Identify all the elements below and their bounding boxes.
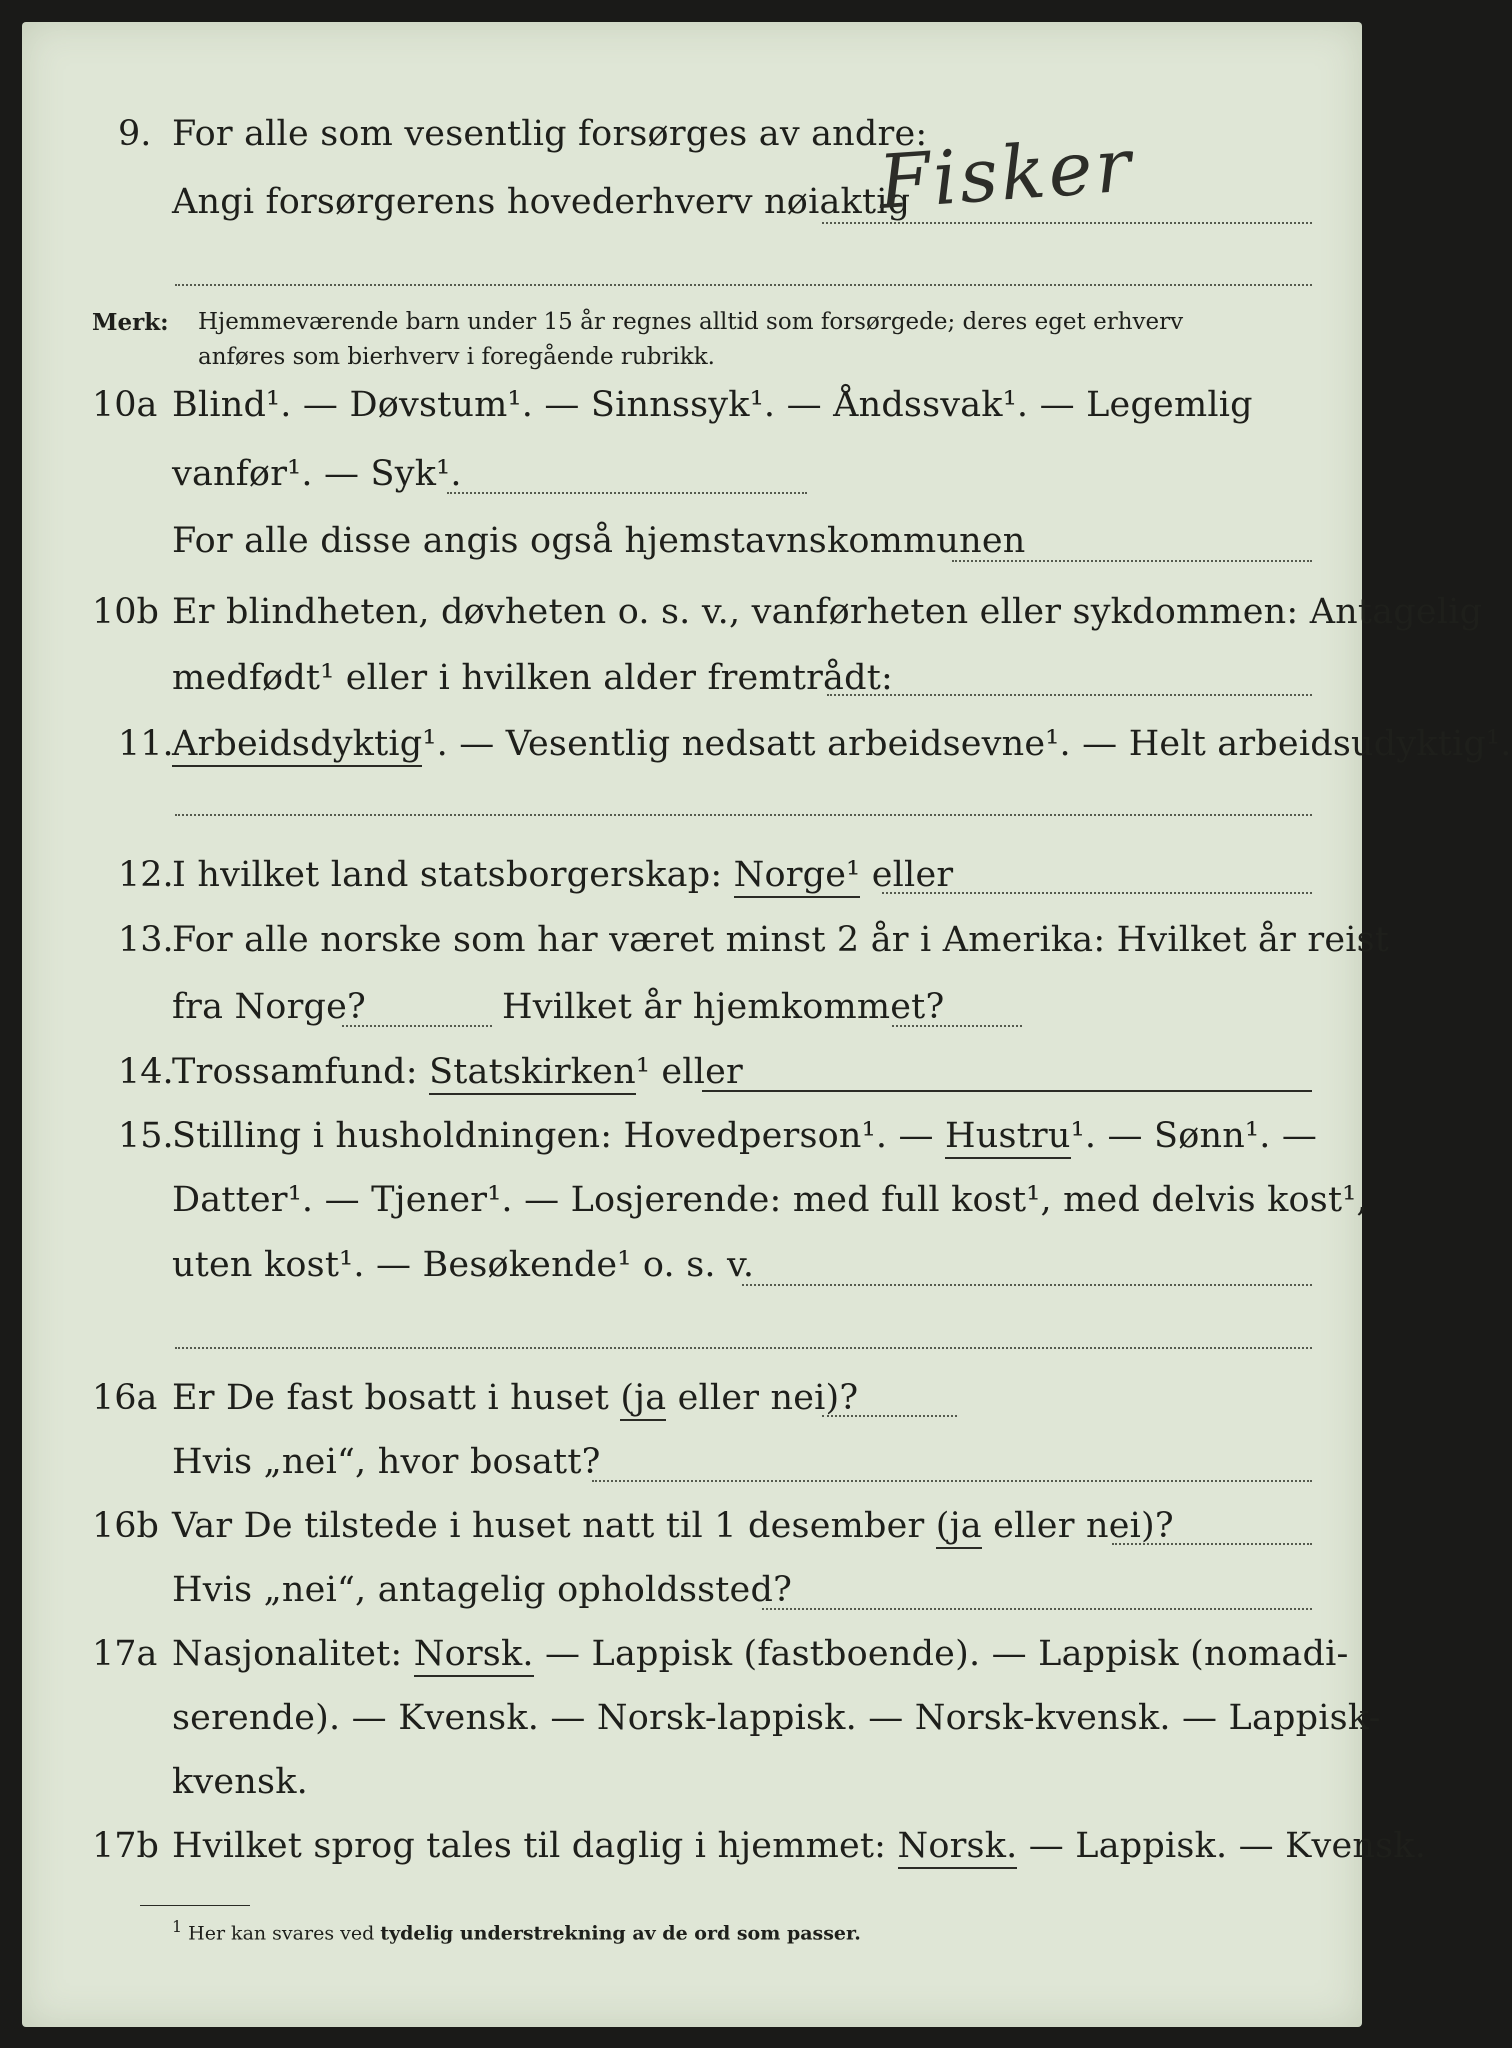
q11-rest: ¹. — Vesentlig nedsatt arbeidsevne¹. — Helt arbeidsudyktig¹. <box>422 724 1512 764</box>
q13-hjemkommet-line <box>892 1025 1022 1027</box>
q15-line3: uten kost¹. — Besøkende¹ o. s. v. <box>172 1245 755 1285</box>
q17b-number: 17b <box>92 1826 159 1866</box>
merk-label: Merk: <box>92 309 169 336</box>
q17b-line1c: — Lappisk. — Kvensk. <box>1028 1826 1427 1866</box>
q10a-number: 10a <box>92 385 158 425</box>
q17b-norsk-underlined: Norsk. <box>898 1826 1018 1869</box>
q17a-line1c: — Lappisk (fastboende). — Lappisk (nomadi- <box>545 1634 1349 1674</box>
q17a-line3: kvensk. <box>172 1762 308 1802</box>
q9-extra-line <box>175 284 1312 286</box>
q11-extra-line <box>175 814 1312 816</box>
q17b-line1 <box>172 1826 1426 1866</box>
q15-extra-line <box>175 1347 1312 1349</box>
q16a-ja-underlined: (ja <box>620 1378 666 1421</box>
q16a-line2: Hvis „nei“, hvor bosatt? <box>172 1442 601 1482</box>
q16b-line1a: Var De tilstede i huset natt til 1 desember <box>172 1506 925 1546</box>
footnote-mark: 1 <box>172 1917 183 1936</box>
footnote-bold: tydelig understrekning av de ord som passer. <box>380 1922 861 1945</box>
q10a-line1: Blind¹. — Døvstum¹. — Sinnssyk¹. — Åndssvak¹. — Legemlig <box>172 385 1253 425</box>
q9-handwritten-answer: Fisker <box>876 122 1137 226</box>
q10a-line2: vanfør¹. — Syk¹. <box>172 454 462 494</box>
q16b-line1 <box>172 1506 1174 1546</box>
merk-line1: Hjemmeværende barn under 15 år regnes alltid som forsørgede; deres eget erhverv <box>198 309 1184 335</box>
q10b-line1: Er blindheten, døvheten o. s. v., vanførheten eller sykdommen: Antagelig <box>172 592 1483 632</box>
q12-number: 12. <box>118 855 174 895</box>
q11-line <box>172 724 1512 764</box>
q12-line <box>172 855 953 895</box>
q11-number: 11. <box>118 724 174 764</box>
q10b-answer-line <box>827 694 1312 696</box>
q12-norge-underlined: Norge¹ <box>734 855 861 898</box>
q17a-line1a: Nasjonalitet: <box>172 1634 403 1674</box>
census-form-page <box>22 22 1512 2027</box>
q9-line2: Angi forsørgerens hovederhverv nøiaktig <box>172 182 911 222</box>
q14-answer-line <box>702 1090 1312 1092</box>
footnote <box>172 1917 861 1944</box>
q12-prefix: I hvilket land statsborgerskap: <box>172 855 723 895</box>
q13-line2a: fra Norge? <box>172 987 366 1027</box>
q17a-number: 17a <box>92 1634 158 1674</box>
q15-answer-line <box>742 1284 1312 1286</box>
q16a-answer-line <box>822 1415 957 1417</box>
q15-line1c: ¹. — Sønn¹. — <box>1070 1116 1318 1156</box>
q13-line1: For alle norske som har været minst 2 år i Amerika: Hvilket år reist <box>172 920 1390 960</box>
q14-prefix: Trossamfund: <box>172 1052 418 1092</box>
q17a-norsk-underlined: Norsk. <box>414 1634 534 1677</box>
q13-reist-line <box>342 1025 492 1027</box>
q16a-line1a: Er De fast bosatt i huset <box>172 1378 609 1418</box>
q10a-hjemstavn-line <box>952 560 1312 562</box>
q17b-line1a: Hvilket sprog tales til daglig i hjemmet: <box>172 1826 887 1866</box>
q16a-line1 <box>172 1378 858 1418</box>
q16a-bosatt-line <box>592 1480 1312 1482</box>
q15-line1a: Stilling i husholdningen: Hovedperson¹. — <box>172 1116 934 1156</box>
footnote-prefix: Her kan svares ved <box>188 1922 375 1945</box>
q16b-line2: Hvis „nei“, antagelig opholdssted? <box>172 1570 793 1610</box>
q9-number: 9. <box>118 114 152 154</box>
merk-line2: anføres som bierhverv i foregående rubrikk. <box>198 344 715 370</box>
footnote-rule <box>140 1905 250 1906</box>
q16a-number: 16a <box>92 1378 158 1418</box>
q17a-line1 <box>172 1634 1349 1674</box>
q10b-number: 10b <box>92 592 159 632</box>
q9-line1: For alle som vesentlig forsørges av andre: <box>172 114 928 154</box>
q16b-opholdssted-line <box>762 1608 1312 1610</box>
q12-suffix: eller <box>871 855 954 895</box>
q13-line2b: Hvilket år hjemkommet? <box>502 987 945 1027</box>
q14-suffix: ¹ eller <box>635 1052 743 1092</box>
q16b-answer-line <box>1112 1543 1312 1545</box>
q14-statskirken-underlined: Statskirken <box>429 1052 636 1095</box>
q15-number: 15. <box>118 1116 174 1156</box>
q11-arbeidsdyktig-underlined: Arbeidsdyktig <box>172 724 422 767</box>
q17a-line2: serende). — Kvensk. — Norsk-lappisk. — Norsk-kvensk. — Lappisk- <box>172 1698 1381 1738</box>
q15-line2: Datter¹. — Tjener¹. — Losjerende: med full kost¹, med delvis kost¹, <box>172 1180 1368 1220</box>
q16b-ja-underlined: (ja <box>936 1506 982 1549</box>
q16b-number: 16b <box>92 1506 159 1546</box>
q10a-line3: For alle disse angis også hjemstavnskommunen <box>172 521 1026 561</box>
q12-answer-line <box>882 892 1312 894</box>
q10b-line2: medfødt¹ eller i hvilken alder fremtrådt: <box>172 658 893 698</box>
q13-number: 13. <box>118 920 174 960</box>
q16b-line1c: eller nei)? <box>993 1506 1174 1546</box>
q16a-line1c: eller nei)? <box>677 1378 859 1418</box>
q15-hustru-underlined: Hustru <box>945 1116 1071 1159</box>
q14-number: 14. <box>118 1052 174 1092</box>
q10a-syk-line <box>447 492 807 494</box>
q14-line <box>172 1052 743 1092</box>
q15-line1 <box>172 1116 1317 1156</box>
